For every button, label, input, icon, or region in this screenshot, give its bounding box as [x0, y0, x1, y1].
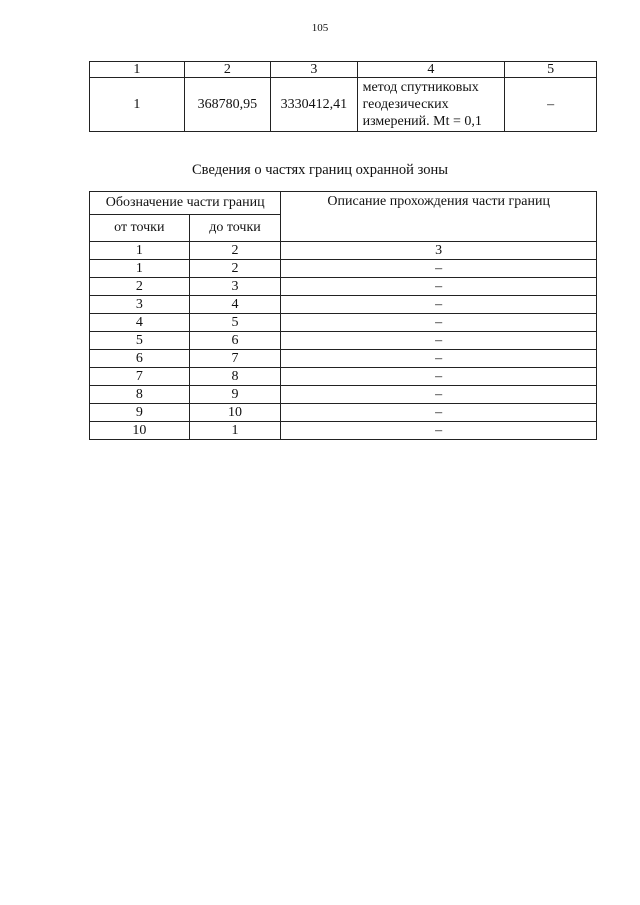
header-col-2: 2	[184, 62, 270, 78]
table-row	[90, 278, 597, 296]
header-boundary-designation: Обозначение части границ	[90, 192, 281, 215]
from-point-cell: 9	[90, 404, 190, 422]
header-from-point: от точки	[90, 215, 190, 242]
header-col-5: 5	[505, 62, 597, 78]
table-row	[90, 332, 597, 350]
point-number-cell: 1	[90, 78, 185, 132]
from-point-cell: 1	[90, 242, 190, 260]
description-cell: –	[281, 260, 597, 278]
to-point-cell: 3	[189, 278, 281, 296]
y-coordinate-cell: 3330412,41	[271, 78, 358, 132]
from-point-cell: 8	[90, 386, 190, 404]
page-number: 105	[311, 22, 329, 34]
description-cell: –	[281, 404, 597, 422]
table-row	[90, 350, 597, 368]
from-point-cell: 5	[90, 332, 190, 350]
description-cell: –	[281, 314, 597, 332]
from-point-cell: 2	[90, 278, 190, 296]
to-point-cell: 6	[189, 332, 281, 350]
table-row	[90, 242, 597, 260]
header-col-4: 4	[357, 62, 505, 78]
table-row	[90, 386, 597, 404]
to-point-cell: 5	[189, 314, 281, 332]
header-col-1: 1	[90, 62, 185, 78]
description-cell: –	[281, 422, 597, 440]
table-row	[90, 368, 597, 386]
to-point-cell: 2	[189, 260, 281, 278]
method-cell	[357, 78, 505, 132]
table-row	[90, 422, 597, 440]
from-point-cell: 7	[90, 368, 190, 386]
to-point-cell: 1	[189, 422, 281, 440]
table-row	[90, 296, 597, 314]
description-cell: –	[281, 368, 597, 386]
from-point-cell: 3	[90, 296, 190, 314]
description-cell: 3	[281, 242, 597, 260]
table-row	[90, 78, 597, 132]
boundary-table-header-row	[90, 192, 597, 215]
description-cell: –	[281, 386, 597, 404]
header-col-3: 3	[271, 62, 358, 78]
description-cell: –	[281, 332, 597, 350]
to-point-cell: 2	[189, 242, 281, 260]
x-coordinate-cell: 368780,95	[184, 78, 270, 132]
to-point-cell: 4	[189, 296, 281, 314]
from-point-cell: 10	[90, 422, 190, 440]
to-point-cell: 10	[189, 404, 281, 422]
header-boundary-description: Описание прохождения части границ	[281, 192, 597, 242]
to-point-cell: 7	[189, 350, 281, 368]
table-row	[90, 404, 597, 422]
description-cell: –	[505, 78, 597, 132]
coordinates-table	[89, 61, 597, 132]
method-line: метод спутниковых	[362, 80, 479, 95]
to-point-cell: 8	[189, 368, 281, 386]
description-cell: –	[281, 278, 597, 296]
header-to-point: до точки	[189, 215, 281, 242]
table-row	[90, 314, 597, 332]
description-cell: –	[281, 296, 597, 314]
boundary-parts-table	[89, 191, 597, 440]
from-point-cell: 4	[90, 314, 190, 332]
method-line: измерений. Mt = 0,1	[362, 114, 482, 129]
table-row	[90, 260, 597, 278]
from-point-cell: 1	[90, 260, 190, 278]
description-cell: –	[281, 350, 597, 368]
coordinates-table-header-row	[90, 62, 597, 78]
to-point-cell: 9	[189, 386, 281, 404]
method-line: геодезических	[362, 97, 449, 112]
section-title: Сведения о частях границ охранной зоны	[192, 162, 448, 178]
from-point-cell: 6	[90, 350, 190, 368]
